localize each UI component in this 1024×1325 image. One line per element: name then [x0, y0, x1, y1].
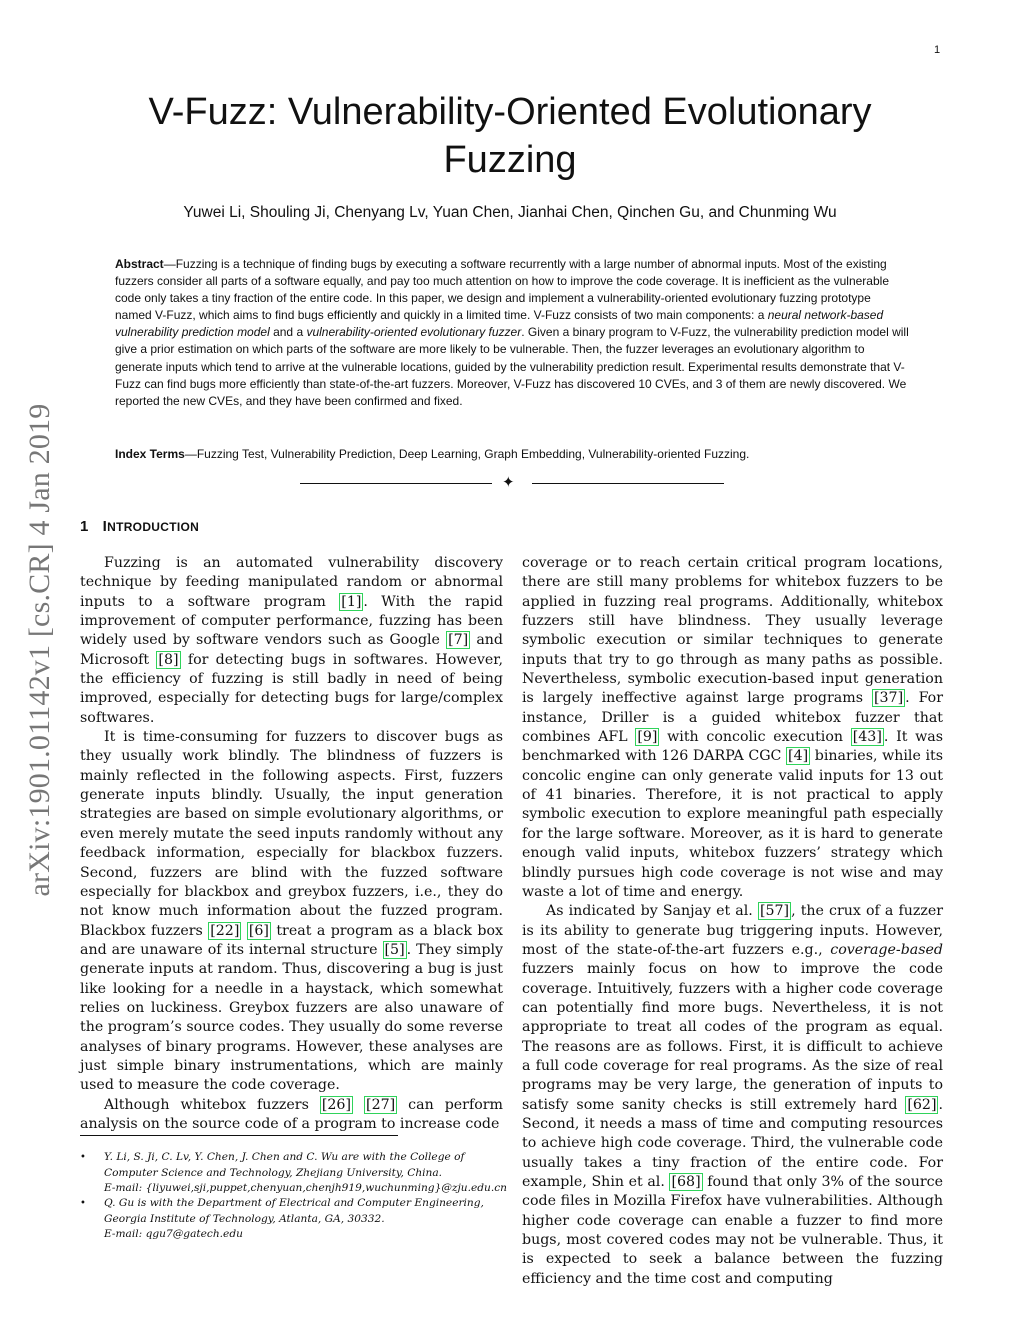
section-heading [80, 518, 199, 535]
section-number: 1 [80, 518, 89, 535]
index-terms-text: —Fuzzing Test, Vulnerability Prediction, Deep Learning, Graph Embedding, Vulnerability-oriented Fuzzing. [184, 447, 750, 461]
body-text: can perform analysis on the source code of a program to increase code [80, 1096, 503, 1132]
body-text: Fuzzing is an automated vulnerability discovery technique by feeding manipulated random or abnormal inputs to a software program [80, 555, 503, 610]
footnote-line: Y. Li, S. Ji, C. Lv, Y. Chen, J. Chen and C. Wu are with the College of [104, 1151, 465, 1163]
footnote-rule [80, 1135, 398, 1136]
body-text: It is time-consuming for fuzzers to discover bugs as they usually work blindly. The blindness of fuzzers is mainly reflected in the following aspects. First, fuzzers generate inputs blindly. Usually, the input generation strategies are based on simple evolutionary algorithms, or even merely mutate the seed inputs randomly without any feedback information, especially for blackbox fuzzers. Second, fuzzers are blind with the fuzzed software especially for blackbox and greybox fuzzers, i.e., they do not know much information about the fuzzed program. Blackbox fuzzers [80, 729, 503, 939]
paragraph [80, 1096, 503, 1135]
citation-link[interactable]: [ 6 ] [247, 922, 271, 940]
arxiv-id[interactable]: arXiv:1901.01142v1 [cs.CR] 4 Jan 2019 [23, 403, 56, 897]
section-separator [300, 473, 724, 495]
citation-link[interactable]: [ 7 ] [446, 631, 470, 649]
footnote-text [104, 1150, 514, 1197]
citation-link[interactable]: [ 37 ] [872, 689, 905, 707]
right-column [522, 554, 943, 1289]
citation-link[interactable]: [ 62 ] [905, 1096, 938, 1114]
paper-title [110, 88, 910, 184]
body-text: treat a program as a black box and are unaware of its internal structure [80, 922, 503, 958]
abstract [115, 256, 910, 410]
emphasis-text: coverage-based [830, 941, 943, 958]
body-text: . With the rapid improvement of computer performance, fuzzing has been widely used by software vendors such as Google [80, 593, 503, 649]
footnote-text [104, 1196, 514, 1243]
bullet-icon: • [80, 1198, 86, 1209]
body-text: , the crux of a fuzzer is its ability to generate bug triggering inputs. However, most of the state-of-the-art fuzzers e.g., [522, 903, 943, 958]
body-text: . They simply generate inputs at random. Thus, discovering a bug is just like looking for a needle in a haystack, which somewhat relies on luckiness. Greybox fuzzers are also unaware of the program’s source codes. They usually do some reverse analyses of binary programs. However, these analyses are just simple binary instrumentations, which are mainly used to measure the code coverage. [80, 941, 503, 1094]
diamond-icon: ✦ [502, 473, 515, 491]
footnote-line: Computer Science and Technology, Zhejiang University, China. [104, 1166, 443, 1179]
abstract-emph-fuzzer: vulnerability-oriented evolutionary fuzzer [306, 325, 522, 340]
citation-link[interactable]: [ 43 ] [851, 728, 884, 746]
index-terms-label: Index Terms [115, 447, 185, 461]
abstract-text: . Given a binary program to V-Fuzz, the vulnerability prediction model will give a prior estimation on which parts of the software are more likely to be vulnerable. Then, the fuzzer leverages an evolutionary algorithm to generate inputs which tend to arrive at the vulnerable locations, guided by the vulnerability prediction result. Experimental results demonstrate that V-Fuzz can find bugs more efficiently than state-of-the-art fuzzers. Moreover, V-Fuzz has discovered 10 CVEs, and 3 of them are newly discovered. We reported the new CVEs, and they have been confirmed and fixed. [115, 325, 909, 408]
citation-link[interactable]: [ 57 ] [758, 902, 791, 920]
title-line-1: V-Fuzz: Vulnerability-Oriented Evolutionary [148, 91, 872, 133]
paragraph [80, 728, 503, 1096]
body-text: fuzzers mainly focus on how to improve the code coverage. Intuitively, fuzzers with a higher code coverage can potentially find more bugs. Nevertheless, it is not appropriate to treat all codes of the program as equal. The reasons are as follows. First, it is difficult to achieve a full code coverage for real programs. As the size of real programs may be very large, the generation of inputs to satisfy some sanity checks is still extremely hard [522, 961, 943, 1113]
body-text: . Second, it needs a mass of time and computing resources to achieve high code coverage. Third, the vulnerable code usually takes a tiny fraction of the entire code. For example, Shin et al. [522, 1096, 943, 1190]
title-line-2: Fuzzing [443, 139, 577, 181]
page-number: 1 [934, 44, 941, 56]
body-text: and Microsoft [80, 632, 503, 668]
citation-link[interactable]: [ 68 ] [669, 1173, 702, 1191]
citation-link[interactable]: [ 8 ] [156, 651, 180, 669]
footnote-email: E-mail: {liyuwei,sji,puppet,chenyuan,chenjh919,wuchunming}@zju.edu.cn [104, 1182, 507, 1194]
citation-link[interactable]: [ 4 ] [786, 747, 810, 765]
citation-link[interactable]: [ 1 ] [339, 593, 363, 611]
paragraph [522, 554, 943, 902]
abstract-text: —Fuzzing is a technique of finding bugs by executing a software recurrently with a large number of abnormal inputs. Most of the existing fuzzers consider all parts of a software equally, and pay too much attention on how to improve the code coverage. It is inefficient as the vulnerable code only takes a tiny fraction of the entire code. In this paper, we design and implement a vulnerability-oriented evolutionary fuzzing prototype named V-Fuzz, which aims to find bugs efficiently and quickly in a limited time. V-Fuzz consists of two main components: a [115, 257, 889, 323]
citation-link[interactable]: [ 27 ] [364, 1096, 397, 1114]
author-list: Yuwei Li, Shouling Ji, Chenyang Lv, Yuan Chen, Jianhai Chen, Qinchen Gu, and Chunming Wu [183, 204, 837, 221]
abstract-label: Abstract [115, 257, 164, 271]
section-title-rest: NTRODUCTION [107, 520, 200, 534]
body-text: with concolic execution [659, 729, 851, 746]
citation-link[interactable]: [ 9 ] [635, 728, 659, 746]
body-text: found that only 3% of the source code files in Mozilla Firefox have vulnerabilities. Although higher code coverage can enable a fuzzer to find more bugs, most covered codes may not be vulnerable. Thus, it is expected to seek a balance between the fuzzing efficiency and the time cost and computing [522, 1174, 943, 1287]
index-terms [115, 446, 910, 463]
abstract-emph-model: neural network-based vulnerability prediction model [115, 308, 884, 340]
separator-line-left [300, 483, 492, 484]
footnote-line: Georgia Institute of Technology, Atlanta, GA, 30332. [104, 1212, 385, 1225]
left-column [80, 554, 503, 1134]
bullet-icon: • [80, 1152, 86, 1163]
citation-link[interactable]: [ 5 ] [383, 941, 407, 959]
citation-link[interactable]: [ 22 ] [208, 922, 241, 940]
citation-link[interactable]: [ 26 ] [320, 1096, 353, 1114]
abstract-text: and a [269, 325, 307, 340]
separator-line-right [532, 483, 724, 484]
body-text: . For instance, Driller is a guided whitebox fuzzer that combines AFL [522, 690, 943, 746]
body-text: As indicated by Sanjay et al. [546, 903, 758, 920]
paragraph [80, 554, 503, 728]
body-text: coverage or to reach certain critical program locations, there are still many problems for whitebox fuzzers to be applied in fuzzing real programs. Additionally, whitebox fuzzers still have blindness. They usually leverage symbolic execution or similar techniques to generate inputs that try to go through as many paths as possible. Nevertheless, symbolic execution-based input generation is largely ineffective against large programs [522, 555, 943, 707]
footnote-line: Q. Gu is with the Department of Electrical and Computer Engineering, [104, 1197, 484, 1209]
body-text: Although whitebox fuzzers [104, 1096, 320, 1113]
footnote-email: E-mail: qgu7@gatech.edu [104, 1228, 243, 1240]
body-text: . It was benchmarked with 126 DARPA CGC [522, 729, 944, 765]
body-text: for detecting bugs in softwares. However, the efficiency of fuzzing is still badly in need of being improved, especially for detecting bugs for large/complex softwares. [80, 651, 503, 726]
section-title-initial: I [102, 518, 108, 535]
arxiv-stamp [10, 370, 70, 930]
paragraph [522, 902, 943, 1289]
body-text: binaries, while its concolic engine can only generate valid inputs for 13 out of 41 binaries. Therefore, it is not practical to apply symbolic execution to explore meaningful path especially for the large software. Moreover, as it is hard to generate enough valid inputs, whitebox fuzzers’ strategy which blindly pursues high code coverage is not wise and may waste a lot of time and energy. [522, 748, 943, 900]
